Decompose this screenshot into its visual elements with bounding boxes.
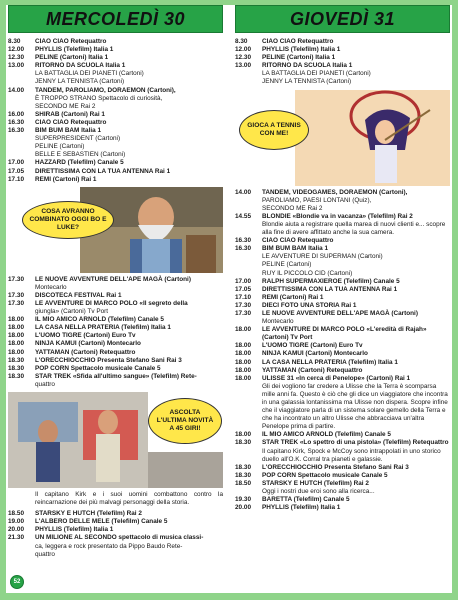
schedule-row [8, 381, 223, 389]
schedule-row [235, 286, 450, 294]
program-time: 19.30 [235, 496, 251, 504]
program-time: 8.30 [8, 38, 21, 45]
program-time: 13.00 [8, 62, 24, 70]
program-title: DIRETTISSIMA CON LA TUA ANTENNA Rai 1 [262, 285, 398, 293]
program-time [235, 70, 262, 78]
schedule-row [235, 383, 450, 432]
schedule-row [235, 504, 450, 512]
schedule-row [8, 534, 223, 542]
program-title: PHYLLIS (Telefilm) Italia 1 [35, 526, 114, 534]
program-time [8, 135, 35, 143]
program-time [235, 318, 262, 326]
schedule-row [8, 135, 223, 143]
program-title: LA BATTAGLIA DEI PIANETI (Cartoni) [35, 70, 144, 78]
program-title: CIAO CIAO Retequattro [35, 118, 107, 126]
day-header [235, 5, 450, 33]
schedule-row [235, 245, 450, 253]
program-time [235, 253, 262, 261]
schedule-row [235, 318, 450, 326]
program-title: PHYLLIS (Telefilm) Italia 1 [262, 46, 341, 54]
program-time [235, 270, 262, 278]
schedule-row [235, 70, 450, 78]
program-title: RALPH SUPERMAXIEROE (Telefilm) Canale 5 [262, 277, 400, 285]
program-time: 16.30 [235, 245, 251, 253]
program-title: STAR TREK «Lo spettro di una pistola» (Telefilm) Retequattro [262, 439, 449, 447]
program-title: PHYLLIS (Telefilm) Italia 1 [262, 504, 341, 512]
program-time: 18.30 [235, 463, 251, 471]
schedule-row [8, 324, 223, 332]
program-title: RUY IL PICCOLO CID (Cartoni) [262, 269, 353, 277]
program-time: 18.30 [8, 356, 24, 364]
program-title: TANDEM, VIDEOGAMES, DORAEMON (Cartoni), [262, 188, 408, 196]
program-title: ULISSE 31 «In cerca di Penelope» (Cartoni) Rai 1 [262, 374, 411, 382]
program-time [235, 205, 262, 213]
startrek-description: Il capitano Kirk e i suoi uomini combattono contro la reincarnazione dei più malvagi personaggi della storia. [35, 491, 223, 507]
schedule-row [235, 439, 450, 447]
speech-bubble: GIOCA A TENNIS CON ME! [239, 110, 309, 150]
program-time [235, 221, 262, 237]
schedule-row [8, 357, 223, 365]
program-time: 17.05 [235, 285, 251, 293]
program-title: BLONDIE «Blondie va in vacanza» (Telefilm) Rai 2 [262, 212, 413, 220]
program-title: PELINE (Cartoni) [35, 143, 85, 151]
program-time: 14.00 [235, 188, 251, 196]
program-title: POP CORN Spettacolo musicale Canale 5 [262, 471, 388, 479]
page-number: 52 [10, 575, 24, 589]
schedule-row [235, 237, 450, 245]
program-title: PAROLIAMO, PAESI LONTANI (Quiz), [262, 196, 372, 204]
program-time [8, 143, 35, 151]
program-time: 17.00 [235, 277, 251, 285]
program-time: 12.00 [8, 46, 24, 54]
schedule-row [235, 464, 450, 472]
schedule-row [8, 46, 223, 54]
program-time [235, 383, 262, 432]
program-title: PELINE (Cartoni) [262, 261, 312, 269]
program-time: 18.00 [235, 326, 251, 334]
program-title: YATTAMAN (Cartoni) Retequattro [35, 348, 136, 356]
program-title: IL MIO AMICO ARNOLD (Telefilm) Canale 5 [35, 316, 164, 324]
program-time: 12.00 [235, 46, 251, 54]
program-time: 18.30 [8, 372, 24, 380]
program-title: REMI (Cartoni) Rai 1 [35, 175, 97, 183]
program-time: 8.30 [235, 38, 248, 45]
schedule-row [235, 54, 450, 62]
schedule-row [235, 310, 450, 318]
schedule-row [235, 62, 450, 70]
schedule-row [235, 480, 450, 488]
program-time: 18.00 [8, 332, 24, 340]
program-title: POP CORN Spettacolo musicale Canale 5 [35, 364, 161, 372]
program-time [8, 308, 35, 316]
program-title: PHYLLIS (Telefilm) Italia 1 [35, 46, 114, 54]
program-title: LE AVVENTURE DI MARCO POLO «Il segreto della [35, 299, 188, 307]
schedule-row [235, 46, 450, 54]
schedule-row [235, 189, 450, 197]
program-time [8, 284, 35, 292]
schedule-row [235, 448, 450, 464]
program-time: 18.30 [8, 364, 24, 372]
schedule-row [235, 431, 450, 439]
program-time: 16.30 [235, 237, 251, 245]
program-title: SUPERPRESIDENT (Cartoni) [35, 135, 121, 143]
schedule-row [8, 365, 223, 373]
program-title: RITORNO DA SCUOLA Italia 1 [35, 62, 126, 70]
program-title: L'ALBERO DELLE MELE (Telefilm) Canale 5 [35, 518, 168, 526]
program-time: 19.00 [8, 518, 24, 526]
program-title: UN MILIONE AL SECONDO spettacolo di musica classi- [35, 534, 204, 542]
program-time: 18.00 [235, 342, 251, 350]
schedule-row [8, 176, 223, 184]
schedule-list [8, 276, 223, 389]
schedule-row [8, 316, 223, 324]
program-time: 18.30 [235, 471, 251, 479]
program-time: 18.00 [8, 316, 24, 324]
program-time: 17.00 [8, 159, 24, 167]
schedule-row [235, 350, 450, 358]
program-time: 14.55 [235, 212, 251, 220]
schedule-row [235, 367, 450, 375]
schedule-row [8, 70, 223, 78]
program-title: Gli dei vogliono far credere a Ulisse che la Terra è scomparsa mille anni fa. Questo è ciò che gli dice un viaggiatore che incontra in una galassia lontanissima ma Ulisse non dispera. Scopre infine che il viaggiatore parla di un sistema solare gemello della Terra e che ha incontrato un altro Ulisse che abbracciava un'altra Penelope prima di partire. [262, 382, 448, 431]
program-title: NINJA KAMUI (Cartoni) Montecarlo [262, 350, 368, 358]
program-title: STARSKY E HUTCH (Telefilm) Rai 2 [35, 510, 142, 518]
schedule-row [235, 197, 450, 205]
program-title: Montecarlo [35, 283, 67, 291]
program-title: DIRETTISSIMA CON LA TUA ANTENNA Rai 1 [35, 167, 171, 175]
schedule-row [235, 221, 450, 237]
program-title: YATTAMAN (Cartoni) Retequattro [262, 366, 363, 374]
program-time: 18.00 [8, 324, 24, 332]
program-time: 17.30 [8, 299, 24, 307]
program-time: 20.00 [8, 526, 24, 534]
program-title: LA CASA NELLA PRATERIA (Telefilm) Italia 1 [35, 324, 171, 332]
program-title: SHIRAB (Cartoni) Rai 1 [35, 110, 105, 118]
schedule-row [8, 543, 223, 551]
program-time: 18.00 [235, 431, 251, 439]
program-title: HAZZARD (Telefilm) Canale 5 [35, 159, 124, 167]
program-time: 21.30 [8, 534, 24, 542]
schedule-row [8, 54, 223, 62]
schedule-row [8, 340, 223, 348]
speech-bubble: ASCOLTA L'ULTIMA NOVITÀ A 45 GIRI! [148, 398, 222, 444]
program-title: L'ORECCHIOCCHIO Presenta Stefano Sani Rai 3 [35, 356, 182, 364]
program-title: BIM BUM BAM Italia 1 [35, 127, 102, 135]
schedule-row [8, 526, 223, 534]
program-time [8, 151, 35, 159]
program-time [235, 488, 262, 496]
schedule-row [8, 332, 223, 340]
program-title: LE NUOVE AVVENTURE DELL'APE MAGÀ (Cartoni) [35, 275, 191, 283]
day-header [8, 5, 223, 33]
schedule-row [8, 159, 223, 167]
program-title: BELLE E SEBASTIEN (Cartoni) [35, 151, 126, 159]
schedule-row [235, 278, 450, 286]
schedule-row [8, 38, 223, 46]
program-time: 18.30 [235, 439, 251, 447]
program-title: L'ORECCHIOCCHIO Presenta Stefano Sani Rai 3 [262, 463, 409, 471]
schedule-row [8, 349, 223, 357]
program-time: 17.30 [8, 291, 24, 299]
program-time [8, 103, 35, 111]
program-title: REMI (Cartoni) Rai 1 [262, 293, 324, 301]
schedule-row [235, 294, 450, 302]
schedule-row [235, 472, 450, 480]
program-title: IL MIO AMICO ARNOLD (Telefilm) Canale 5 [262, 431, 391, 439]
schedule-row [235, 213, 450, 221]
schedule-row [235, 270, 450, 278]
program-time: 17.30 [8, 275, 24, 283]
program-title: BIM BUM BAM Italia 1 [262, 245, 329, 253]
program-title: LA CASA NELLA PRATERIA (Telefilm) Italia 1 [262, 358, 398, 366]
schedule-row [8, 95, 223, 103]
program-title: NINJA KAMUI (Cartoni) Montecarlo [35, 340, 141, 348]
schedule-row [8, 292, 223, 300]
schedule-list [8, 38, 223, 184]
schedule-row [235, 205, 450, 213]
program-time [235, 197, 262, 205]
schedule-row [8, 276, 223, 284]
program-title: DISCOTECA FESTIVAL Rai 1 [35, 291, 122, 299]
schedule-row [235, 78, 450, 86]
show-photo [8, 392, 223, 488]
schedule-row [8, 119, 223, 127]
schedule-row [8, 373, 223, 381]
program-time: 17.30 [235, 309, 251, 317]
hazzard-photo [8, 187, 223, 273]
program-time: 17.10 [8, 175, 24, 183]
schedule-row [8, 518, 223, 526]
program-time: 16.00 [8, 110, 24, 118]
program-time: 18.00 [8, 348, 24, 356]
schedule-row [8, 151, 223, 159]
program-time: 16.30 [8, 127, 24, 135]
program-title: PELINE (Cartoni) Italia 1 [262, 54, 336, 62]
program-title: Oggi i nostri due eroi sono alla ricerca... [262, 488, 375, 496]
schedule-row [235, 261, 450, 269]
schedule-row [8, 87, 223, 95]
program-time [235, 448, 262, 464]
schedule-row [235, 302, 450, 310]
program-time: 20.00 [235, 504, 251, 512]
program-title: CIAO CIAO Retequattro [35, 38, 107, 45]
program-time: 18.00 [235, 350, 251, 358]
schedule-list [235, 189, 450, 513]
program-title: TANDEM, PAROLIAMO, DORAEMON (Cartoni), [35, 86, 176, 94]
schedule-list [235, 38, 450, 87]
schedule-row [235, 253, 450, 261]
program-title: giungla» (Cartoni) Tv Port [35, 308, 109, 316]
schedule-row [8, 78, 223, 86]
program-time: 17.05 [8, 167, 24, 175]
day-title: GIOVEDÌ 31 [289, 8, 396, 29]
schedule-row [235, 342, 450, 350]
schedule-row [8, 510, 223, 518]
schedule-row [235, 375, 450, 383]
program-time: 18.00 [235, 358, 251, 366]
program-title: LE AVVENTURE DI SUPERMAN (Cartoni) [262, 253, 383, 261]
program-time: 17.10 [235, 293, 251, 301]
program-time: 12.30 [8, 54, 24, 62]
schedule-row [235, 38, 450, 46]
program-title: L'UOMO TIGRE (Cartoni) Euro Tv [262, 342, 363, 350]
schedule-list [8, 510, 223, 559]
program-time [235, 78, 262, 86]
program-title: LE AVVENTURE DI MARCO POLO «L'eredità di Rajah» (Cartoni) Tv Port [262, 326, 427, 342]
program-time: 13.00 [235, 62, 251, 70]
schedule-row [8, 168, 223, 176]
program-time: 18.00 [8, 340, 24, 348]
day-column-thursday [235, 5, 450, 512]
program-title: STAR TREK «Sfida all'ultimo sangue» (Telefilm) Rete- [35, 372, 197, 380]
program-title: CIAO CIAO Retequattro [262, 38, 334, 45]
program-time: 17.30 [235, 301, 251, 309]
program-title: DIECI FOTO UNA STORIA Rai 1 [262, 301, 357, 309]
schedule-row [8, 143, 223, 151]
program-time [8, 551, 35, 559]
program-title: RITORNO DA SCUOLA Italia 1 [262, 62, 353, 70]
program-time [8, 78, 35, 86]
program-title: JENNY LA TENNISTA (Cartoni) [35, 78, 125, 86]
day-column-wednesday [8, 5, 223, 559]
program-title: quattro [35, 380, 55, 388]
schedule-row [8, 284, 223, 292]
program-title: È TROPPO STRANO Spettacolo di curiosità, [35, 94, 163, 102]
program-time [8, 381, 35, 389]
program-title: SECONDO ME Rai 2 [35, 102, 96, 110]
schedule-row [8, 308, 223, 316]
schedule-row [235, 496, 450, 504]
schedule-row [235, 326, 450, 342]
program-title: Blondie aiuta a registrare quella marea di nuovi clienti e... scopre alla fine di avere affittato anche la sua camera. [262, 220, 446, 237]
schedule-row [8, 127, 223, 135]
program-title: CIAO CIAO Retequattro [262, 237, 334, 245]
schedule-row [8, 111, 223, 119]
program-title: BARETTA (Telefilm) Canale 5 [262, 496, 350, 504]
program-time: 14.00 [8, 86, 24, 94]
program-title: Il capitano Kirk, Spock e McCoy sono intrappolati in uno storico duello all'O.K. Corral tra pianeti e galassie. [262, 447, 441, 463]
program-title: PELINE (Cartoni) Italia 1 [35, 54, 109, 62]
program-time: 18.50 [235, 479, 251, 487]
day-title: MERCOLEDÌ 30 [45, 8, 186, 29]
program-title: JENNY LA TENNISTA (Cartoni) [262, 78, 352, 86]
schedule-row [8, 551, 223, 559]
program-time: 16.30 [8, 118, 24, 126]
program-time [235, 261, 262, 269]
program-title: STARSKY E HUTCH (Telefilm) Rai 2 [262, 479, 369, 487]
program-time [8, 543, 35, 551]
program-title: LA BATTAGLIA DEI PIANETI (Cartoni) [262, 70, 371, 78]
program-title: ca, leggera e rock presentato da Pippo Baudo Rete- [35, 542, 183, 550]
program-title: LE NUOVE AVVENTURE DELL'APE MAGÀ (Cartoni) [262, 309, 418, 317]
program-time: 18.50 [8, 510, 24, 518]
schedule-row [8, 103, 223, 111]
program-time [8, 70, 35, 78]
speech-bubble: COSA AVRANNO COMBINATO OGGI BO E LUKE? [22, 201, 114, 239]
program-time: 18.00 [235, 366, 251, 374]
tennis-photo [235, 90, 450, 186]
program-time: 18.00 [235, 374, 251, 382]
schedule-row [8, 62, 223, 70]
schedule-row [8, 300, 223, 308]
program-time [8, 95, 35, 103]
program-title: Montecarlo [262, 318, 294, 326]
tv-guide-page [6, 5, 452, 593]
schedule-row [235, 488, 450, 496]
program-title: SECONDO ME Rai 2 [262, 204, 323, 212]
schedule-row [235, 359, 450, 367]
program-title: L'UOMO TIGRE (Cartoni) Euro Tv [35, 332, 136, 340]
program-title: quattro [35, 550, 55, 558]
program-time: 12.30 [235, 54, 251, 62]
